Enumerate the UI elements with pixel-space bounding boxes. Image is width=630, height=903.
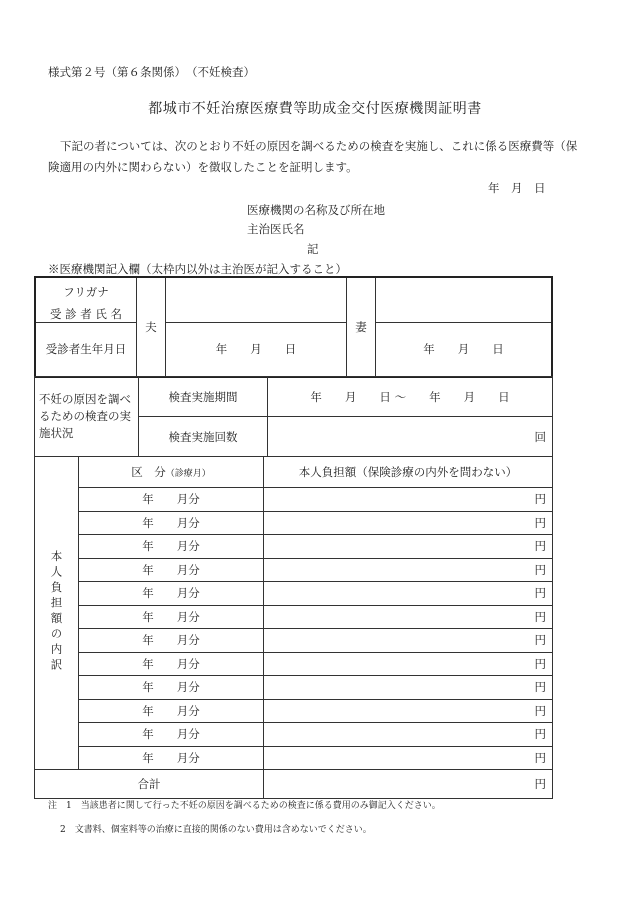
category-header-note: （診療月） [165, 469, 211, 479]
count-field[interactable]: 回 [268, 417, 553, 457]
wife-label: 妻 [347, 277, 376, 377]
month-cell[interactable]: 年 月分 [79, 488, 264, 512]
period-field[interactable]: 年 月 日 ～ 年 月 日 [268, 377, 553, 417]
month-cell[interactable]: 年 月分 [79, 558, 264, 582]
month-cell[interactable]: 年 月分 [79, 746, 264, 770]
breakdown-row [35, 535, 553, 559]
note-1: 注 1 当該患者に関して行った不妊の原因を調べるための検査に係る費用のみ御記入ください。 [48, 801, 441, 811]
amount-cell[interactable]: 円 [264, 558, 553, 582]
breakdown-row [35, 605, 553, 629]
wife-name-field[interactable] [376, 277, 553, 323]
breakdown-side-label [35, 457, 79, 770]
breakdown-row [35, 629, 553, 653]
category-header [79, 457, 264, 488]
count-label: 検査実施回数 [139, 417, 268, 457]
breakdown-row [35, 558, 553, 582]
institution-label: 医療機関の名称及び所在地 [247, 203, 385, 217]
breakdown-row [35, 699, 553, 723]
month-cell[interactable]: 年 月分 [79, 652, 264, 676]
intro-text: 下記の者については、次のとおり不妊の原因を調べるための検査を実施し、これに係る医療費等（保険適用の内外に関わらない）を徴収したことを証明します。 [48, 139, 578, 174]
month-cell[interactable]: 年 月分 [79, 535, 264, 559]
category-header-text: 区 分 [131, 465, 166, 479]
husband-label: 夫 [137, 277, 166, 377]
period-label: 検査実施期間 [139, 377, 268, 417]
certification-date: 年 月 日 [488, 181, 546, 195]
breakdown-row [35, 582, 553, 606]
doctor-label: 主治医氏名 [247, 222, 305, 236]
exam-label: 不妊の原因を調べるための検査の実施状況 [35, 377, 139, 457]
husband-name-field[interactable] [166, 277, 347, 323]
total-label: 合計 [35, 770, 264, 799]
month-cell[interactable]: 年 月分 [79, 582, 264, 606]
total-amount-field[interactable]: 円 [264, 770, 553, 799]
amount-cell[interactable]: 円 [264, 652, 553, 676]
month-cell[interactable]: 年 月分 [79, 629, 264, 653]
amount-cell[interactable]: 円 [264, 605, 553, 629]
amount-cell[interactable]: 円 [264, 723, 553, 747]
amount-cell[interactable]: 円 [264, 488, 553, 512]
name-label-cell [35, 277, 137, 323]
husband-birth-field[interactable]: 年 月 日 [166, 323, 347, 377]
breakdown-row [35, 676, 553, 700]
amount-cell[interactable]: 円 [264, 629, 553, 653]
breakdown-row [35, 488, 553, 512]
amount-cell[interactable]: 円 [264, 511, 553, 535]
breakdown-row [35, 723, 553, 747]
breakdown-side-text: 本人負担額の内訳 [49, 549, 64, 674]
exam-table [34, 376, 553, 457]
breakdown-row [35, 652, 553, 676]
ki-label: 記 [307, 242, 319, 256]
wife-birth-field[interactable]: 年 月 日 [376, 323, 553, 377]
page-title: 都城市不妊治療医療費等助成金交付医療機関証明書 [148, 101, 482, 117]
patient-table [34, 276, 553, 378]
breakdown-row [35, 746, 553, 770]
amount-cell[interactable]: 円 [264, 535, 553, 559]
amount-cell[interactable]: 円 [264, 676, 553, 700]
month-cell[interactable]: 年 月分 [79, 699, 264, 723]
breakdown-table [34, 456, 553, 799]
furigana-label: フリガナ [63, 285, 109, 299]
month-cell[interactable]: 年 月分 [79, 723, 264, 747]
note-2: 2 文書料、個室料等の治療に直接的関係のない費用は含めないでください。 [60, 825, 372, 835]
month-cell[interactable]: 年 月分 [79, 511, 264, 535]
breakdown-row [35, 511, 553, 535]
field-note: ※医療機関記入欄（太枠内以外は主治医が記入すること） [48, 262, 347, 276]
amount-cell[interactable]: 円 [264, 746, 553, 770]
month-cell[interactable]: 年 月分 [79, 605, 264, 629]
month-cell[interactable]: 年 月分 [79, 676, 264, 700]
form-number: 様式第２号（第６条関係） （不妊検査） [48, 65, 255, 79]
birth-label: 受診者生年月日 [35, 323, 137, 377]
amount-header: 本人負担額（保険診療の内外を問わない） [264, 457, 553, 488]
amount-cell[interactable]: 円 [264, 699, 553, 723]
patient-name-label: 受 診 者 氏 名 [49, 307, 123, 321]
amount-cell[interactable]: 円 [264, 582, 553, 606]
